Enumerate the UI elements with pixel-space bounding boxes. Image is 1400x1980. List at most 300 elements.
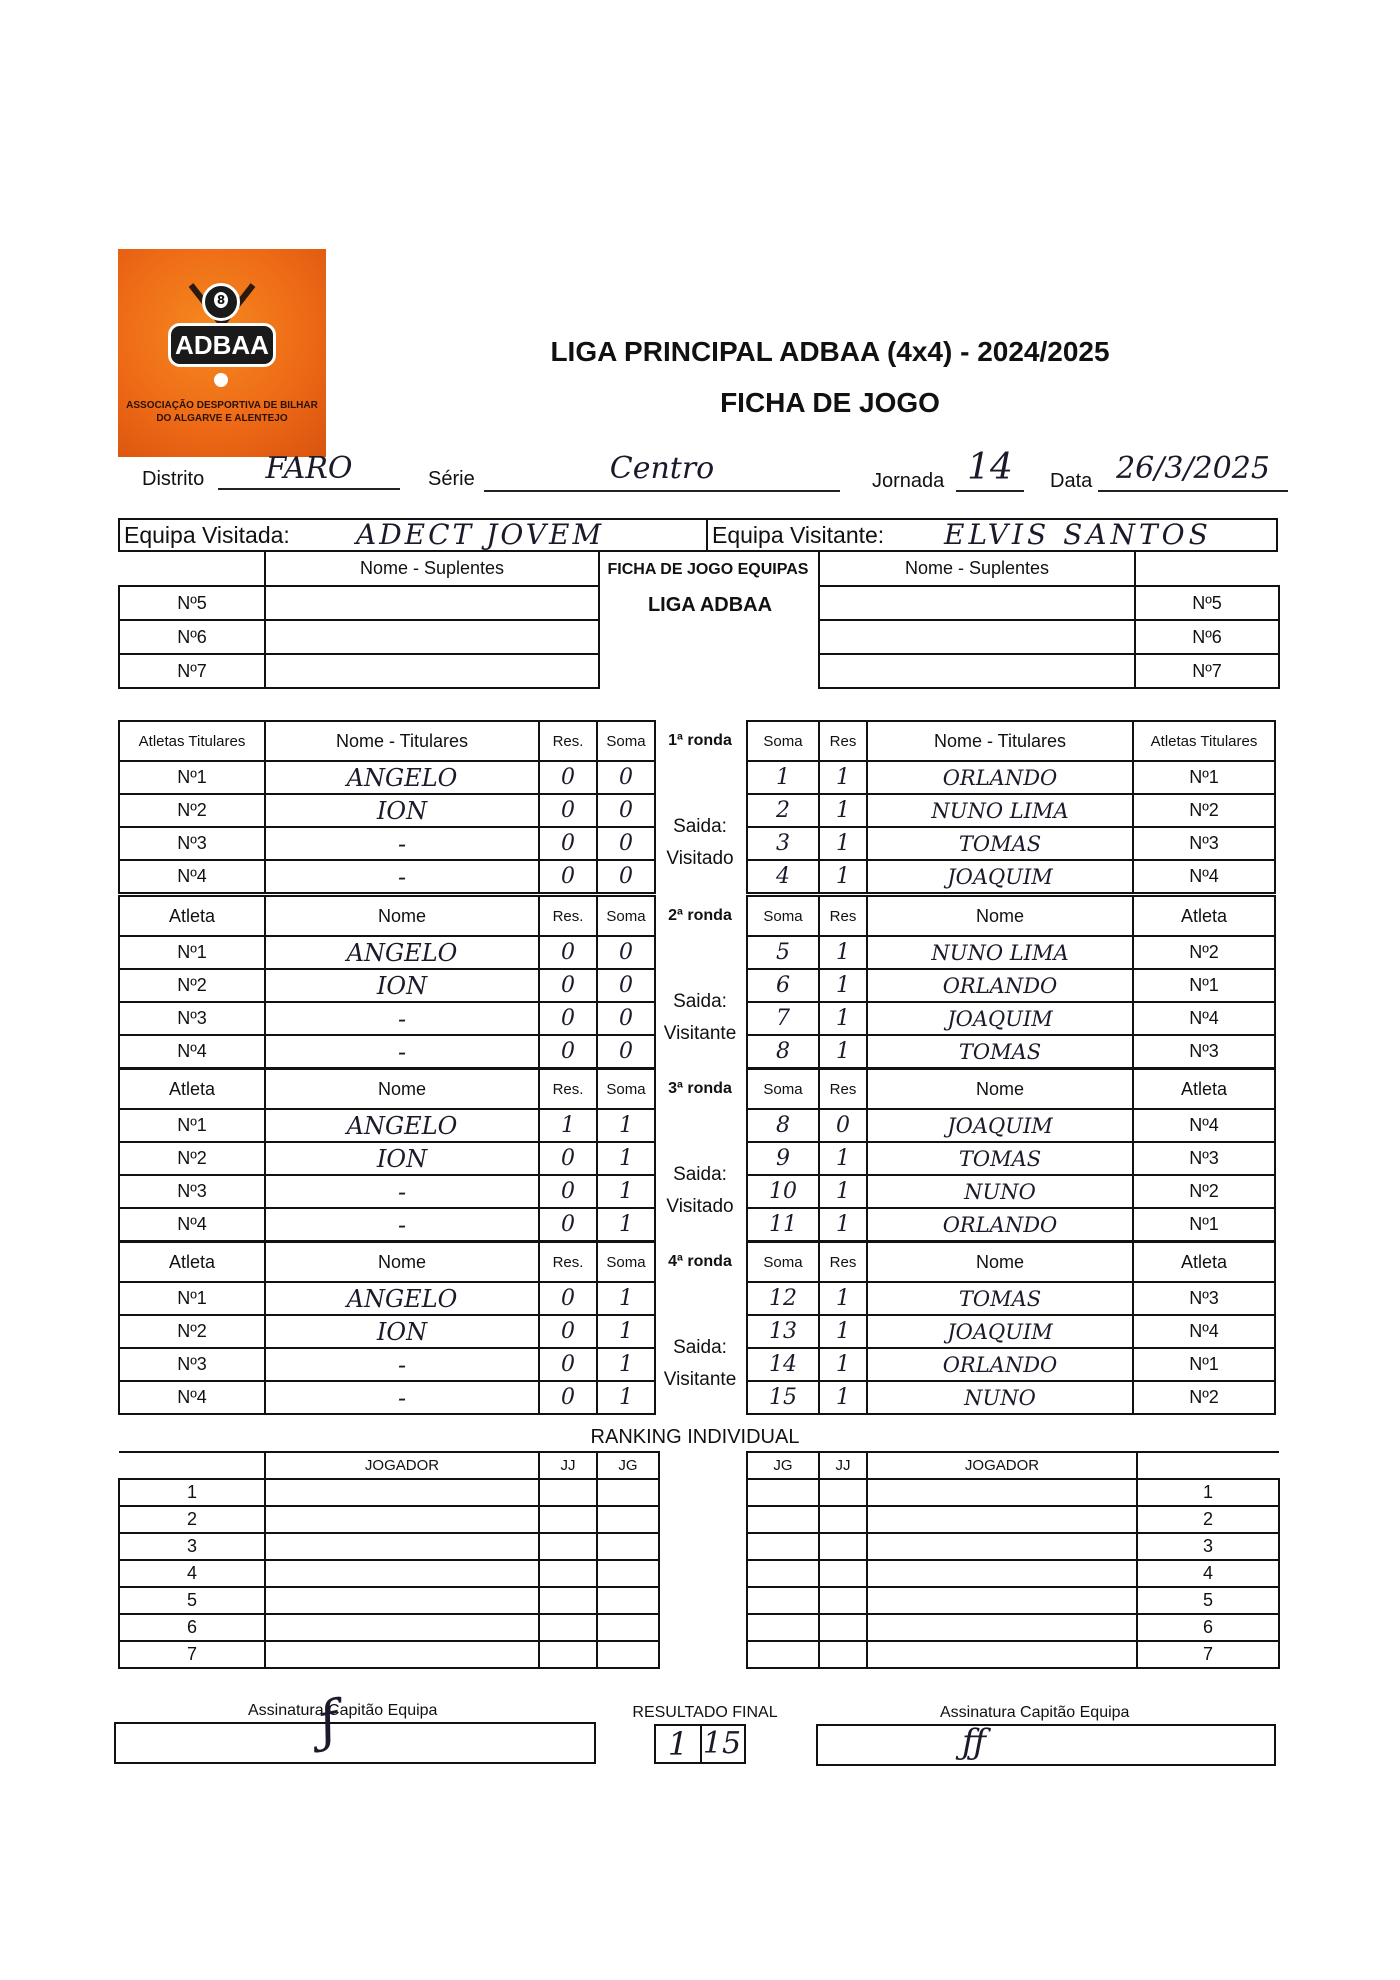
table-row bbox=[747, 1109, 1275, 1142]
away-suplente-name bbox=[819, 620, 1135, 654]
col-soma-header: Soma bbox=[597, 721, 655, 761]
player-name: JOAQUIM bbox=[867, 1315, 1133, 1348]
player-name: ORLANDO bbox=[867, 1208, 1133, 1241]
col-soma-header: Soma bbox=[747, 896, 819, 936]
away-round-table bbox=[746, 895, 1276, 1069]
ranking-corner bbox=[1137, 1452, 1279, 1479]
player-number: Nº1 bbox=[119, 1109, 265, 1142]
player-number: Nº4 bbox=[1133, 1315, 1275, 1348]
serie-value: Centro bbox=[484, 452, 840, 492]
player-sum: 0 bbox=[597, 1035, 655, 1068]
home-team-box bbox=[118, 518, 708, 552]
ranking-jg bbox=[747, 1614, 819, 1641]
ranking-player bbox=[867, 1560, 1137, 1587]
player-name: TOMAS bbox=[867, 1142, 1133, 1175]
logo-organization: ASSOCIAÇÃO DESPORTIVA DE BILHAR DO ALGARVE E ALENTEJO bbox=[126, 400, 318, 424]
page-subtitle: FICHA DE JOGO bbox=[720, 387, 940, 418]
player-result: 1 bbox=[819, 1315, 867, 1348]
col-nome-header: Nome bbox=[867, 1069, 1133, 1109]
ranking-col-jogador: JOGADOR bbox=[265, 1452, 539, 1479]
table-row bbox=[119, 1208, 655, 1241]
round-label: 4ª ronda bbox=[668, 1253, 732, 1270]
ranking-player bbox=[265, 1641, 539, 1668]
player-result: 0 bbox=[539, 1002, 597, 1035]
player-number: Nº1 bbox=[1133, 969, 1275, 1002]
ranking-player bbox=[265, 1587, 539, 1614]
col-atleta-header: Atletas Titulares bbox=[119, 721, 265, 761]
player-name: ANGELO bbox=[265, 936, 539, 969]
jornada-value: 14 bbox=[956, 448, 1024, 492]
player-name: ANGELO bbox=[265, 1282, 539, 1315]
ranking-player bbox=[867, 1506, 1137, 1533]
home-ranking-table bbox=[118, 1451, 660, 1669]
ranking-position: 6 bbox=[119, 1614, 265, 1641]
ranking-player bbox=[265, 1614, 539, 1641]
ranking-jj bbox=[539, 1533, 597, 1560]
ranking-position: 3 bbox=[119, 1533, 265, 1560]
table-row bbox=[747, 761, 1275, 794]
col-soma-header: Soma bbox=[747, 1069, 819, 1109]
away-signature-label: Assinatura Capitão Equipa bbox=[940, 1704, 1130, 1721]
table-row bbox=[119, 1614, 659, 1641]
player-number: Nº2 bbox=[119, 1142, 265, 1175]
player-result: 0 bbox=[539, 1315, 597, 1348]
player-name: NUNO LIMA bbox=[867, 936, 1133, 969]
away-suplentes-table bbox=[818, 552, 1280, 689]
ranking-corner bbox=[119, 1452, 265, 1479]
ranking-jg bbox=[747, 1506, 819, 1533]
player-name: ORLANDO bbox=[867, 1348, 1133, 1381]
table-row bbox=[119, 936, 655, 969]
player-sum: 0 bbox=[597, 1002, 655, 1035]
player-sum: 1 bbox=[597, 1142, 655, 1175]
ranking-jg bbox=[747, 1587, 819, 1614]
player-number: Nº2 bbox=[1133, 936, 1275, 969]
table-row bbox=[119, 1142, 655, 1175]
table-row bbox=[747, 1381, 1275, 1414]
col-atleta-header: Atleta bbox=[119, 1069, 265, 1109]
player-number: Nº1 bbox=[119, 1282, 265, 1315]
player-name: NUNO LIMA bbox=[867, 794, 1133, 827]
home-suplente-num: Nº7 bbox=[119, 654, 265, 688]
home-suplente-name bbox=[265, 654, 599, 688]
col-res-header: Res bbox=[819, 1242, 867, 1282]
player-result: 0 bbox=[539, 761, 597, 794]
round-label: 2ª ronda bbox=[668, 907, 732, 924]
away-ranking-table bbox=[746, 1451, 1280, 1669]
table-row bbox=[119, 1506, 659, 1533]
table-row bbox=[119, 827, 655, 860]
away-round-table bbox=[746, 720, 1276, 894]
player-result: 0 bbox=[539, 1381, 597, 1414]
table-row bbox=[747, 794, 1275, 827]
player-name: - bbox=[265, 1035, 539, 1068]
ranking-player bbox=[867, 1479, 1137, 1506]
home-round-table bbox=[118, 895, 656, 1069]
ranking-jj bbox=[819, 1479, 867, 1506]
table-row bbox=[119, 1348, 655, 1381]
player-number: Nº3 bbox=[119, 1002, 265, 1035]
ranking-position: 1 bbox=[1137, 1479, 1279, 1506]
player-name: NUNO bbox=[867, 1175, 1133, 1208]
ranking-position: 5 bbox=[1137, 1587, 1279, 1614]
home-suplente-name bbox=[265, 620, 599, 654]
ranking-jg bbox=[597, 1533, 659, 1560]
player-result: 0 bbox=[539, 1035, 597, 1068]
table-row bbox=[747, 1002, 1275, 1035]
table-row bbox=[119, 1381, 655, 1414]
table-row bbox=[119, 1641, 659, 1668]
ranking-jg bbox=[597, 1641, 659, 1668]
ranking-player bbox=[265, 1506, 539, 1533]
player-name: TOMAS bbox=[867, 1035, 1133, 1068]
player-name: NUNO bbox=[867, 1381, 1133, 1414]
ranking-position: 1 bbox=[119, 1479, 265, 1506]
ranking-jj bbox=[539, 1560, 597, 1587]
away-signature-box bbox=[816, 1724, 1276, 1766]
ranking-jj bbox=[539, 1506, 597, 1533]
col-atleta-header: Atletas Titulares bbox=[1133, 721, 1275, 761]
player-sum: 0 bbox=[597, 969, 655, 1002]
away-suplente-name bbox=[819, 586, 1135, 620]
col-res-header: Res bbox=[819, 896, 867, 936]
player-number: Nº4 bbox=[1133, 860, 1275, 893]
table-row bbox=[747, 1348, 1275, 1381]
resultado-label: RESULTADO FINAL bbox=[632, 1704, 778, 1721]
col-atleta-header: Atleta bbox=[119, 896, 265, 936]
player-result: 0 bbox=[539, 1142, 597, 1175]
player-sum: 8 bbox=[747, 1035, 819, 1068]
player-sum: 9 bbox=[747, 1142, 819, 1175]
away-team-label: Equipa Visitante: bbox=[712, 522, 885, 548]
col-nome-header: Nome bbox=[265, 1242, 539, 1282]
player-sum: 1 bbox=[597, 1315, 655, 1348]
col-atleta-header: Atleta bbox=[1133, 896, 1275, 936]
jornada-label: Jornada bbox=[872, 470, 945, 492]
ranking-col-jogador: JOGADOR bbox=[867, 1452, 1137, 1479]
player-name: JOAQUIM bbox=[867, 1002, 1133, 1035]
home-suplentes-corner bbox=[119, 552, 265, 586]
col-nome-header: Nome bbox=[265, 896, 539, 936]
col-soma-header: Soma bbox=[747, 1242, 819, 1282]
home-captain-signature: ƒ bbox=[311, 1688, 345, 1755]
player-result: 0 bbox=[539, 860, 597, 893]
player-result: 1 bbox=[819, 936, 867, 969]
page-title: LIGA PRINCIPAL ADBAA (4x4) - 2024/2025 bbox=[550, 336, 1110, 367]
player-result: 0 bbox=[539, 794, 597, 827]
player-result: 1 bbox=[819, 761, 867, 794]
saida-value: Visitado bbox=[666, 848, 734, 869]
away-suplente-num: Nº6 bbox=[1135, 620, 1279, 654]
table-row bbox=[747, 936, 1275, 969]
player-name: ION bbox=[265, 1315, 539, 1348]
player-result: 1 bbox=[819, 1348, 867, 1381]
home-round-table bbox=[118, 1068, 656, 1242]
away-captain-signature: ƒƒ bbox=[962, 1722, 987, 1762]
table-row bbox=[747, 1560, 1279, 1587]
table-row bbox=[747, 1641, 1279, 1668]
table-row bbox=[747, 1282, 1275, 1315]
player-name: ANGELO bbox=[265, 1109, 539, 1142]
ranking-jj bbox=[819, 1641, 867, 1668]
center-league-name: LIGA ADBAA bbox=[647, 594, 773, 616]
table-row bbox=[119, 761, 655, 794]
player-sum: 6 bbox=[747, 969, 819, 1002]
ranking-jg bbox=[747, 1533, 819, 1560]
ranking-position: 4 bbox=[1137, 1560, 1279, 1587]
table-row bbox=[119, 1035, 655, 1068]
player-result: 0 bbox=[539, 936, 597, 969]
player-sum: 11 bbox=[747, 1208, 819, 1241]
player-sum: 1 bbox=[597, 1175, 655, 1208]
home-round-table bbox=[118, 720, 656, 894]
ranking-jg bbox=[597, 1614, 659, 1641]
player-result: 1 bbox=[819, 794, 867, 827]
col-soma-header: Soma bbox=[597, 1069, 655, 1109]
round-label: 3ª ronda bbox=[668, 1080, 732, 1097]
player-sum: 0 bbox=[597, 761, 655, 794]
player-result: 1 bbox=[819, 1035, 867, 1068]
saida-label: Saida: bbox=[673, 991, 727, 1012]
col-res-header: Res. bbox=[539, 1069, 597, 1109]
table-row bbox=[119, 1479, 659, 1506]
player-name: ION bbox=[265, 969, 539, 1002]
player-sum: 7 bbox=[747, 1002, 819, 1035]
col-res-header: Res bbox=[819, 1069, 867, 1109]
player-sum: 4 bbox=[747, 860, 819, 893]
ranking-player bbox=[867, 1587, 1137, 1614]
ranking-position: 6 bbox=[1137, 1614, 1279, 1641]
ranking-jj bbox=[819, 1506, 867, 1533]
player-number: Nº2 bbox=[119, 969, 265, 1002]
player-name: ION bbox=[265, 794, 539, 827]
player-name: JOAQUIM bbox=[867, 860, 1133, 893]
ranking-position: 4 bbox=[119, 1560, 265, 1587]
table-row bbox=[119, 1282, 655, 1315]
player-sum: 1 bbox=[597, 1282, 655, 1315]
player-number: Nº3 bbox=[1133, 1142, 1275, 1175]
col-atleta-header: Atleta bbox=[1133, 1242, 1275, 1282]
col-res-header: Res bbox=[819, 721, 867, 761]
player-result: 0 bbox=[819, 1109, 867, 1142]
player-sum: 2 bbox=[747, 794, 819, 827]
round-label: 1ª ronda bbox=[668, 732, 732, 749]
col-res-header: Res. bbox=[539, 896, 597, 936]
player-sum: 0 bbox=[597, 794, 655, 827]
col-nome-header: Nome - Titulares bbox=[265, 721, 539, 761]
player-name: TOMAS bbox=[867, 1282, 1133, 1315]
player-result: 1 bbox=[819, 860, 867, 893]
player-sum: 13 bbox=[747, 1315, 819, 1348]
ranking-player bbox=[265, 1533, 539, 1560]
home-suplente-name bbox=[265, 586, 599, 620]
ranking-jj bbox=[539, 1641, 597, 1668]
player-number: Nº3 bbox=[1133, 827, 1275, 860]
col-atleta-header: Atleta bbox=[1133, 1069, 1275, 1109]
ranking-col-jg: JG bbox=[597, 1452, 659, 1479]
eight-ball-icon: 8 bbox=[202, 283, 240, 321]
player-sum: 1 bbox=[597, 1348, 655, 1381]
player-result: 1 bbox=[819, 1381, 867, 1414]
player-number: Nº1 bbox=[119, 936, 265, 969]
away-round-table bbox=[746, 1068, 1276, 1242]
table-row bbox=[119, 1533, 659, 1560]
ranking-col-jj: JJ bbox=[819, 1452, 867, 1479]
col-res-header: Res. bbox=[539, 1242, 597, 1282]
player-number: Nº4 bbox=[1133, 1109, 1275, 1142]
table-row bbox=[119, 1315, 655, 1348]
player-name: - bbox=[265, 1175, 539, 1208]
player-number: Nº2 bbox=[1133, 1175, 1275, 1208]
ranking-jj bbox=[819, 1614, 867, 1641]
ranking-jj bbox=[819, 1560, 867, 1587]
ranking-position: 7 bbox=[119, 1641, 265, 1668]
player-result: 0 bbox=[539, 827, 597, 860]
player-sum: 1 bbox=[597, 1109, 655, 1142]
away-suplentes-corner bbox=[1135, 552, 1279, 586]
player-sum: 1 bbox=[597, 1208, 655, 1241]
player-name: - bbox=[265, 1381, 539, 1414]
col-soma-header: Soma bbox=[597, 896, 655, 936]
player-number: Nº2 bbox=[1133, 794, 1275, 827]
player-result: 0 bbox=[539, 969, 597, 1002]
player-name: TOMAS bbox=[867, 827, 1133, 860]
ranking-title: RANKING INDIVIDUAL bbox=[590, 1426, 800, 1448]
table-row bbox=[747, 1175, 1275, 1208]
table-row bbox=[119, 1587, 659, 1614]
player-number: Nº3 bbox=[1133, 1035, 1275, 1068]
player-name: ANGELO bbox=[265, 761, 539, 794]
ranking-position: 2 bbox=[1137, 1506, 1279, 1533]
table-row bbox=[119, 969, 655, 1002]
col-soma-header: Soma bbox=[747, 721, 819, 761]
player-number: Nº3 bbox=[1133, 1282, 1275, 1315]
player-number: Nº2 bbox=[119, 1315, 265, 1348]
saida-value: Visitante bbox=[663, 1023, 737, 1044]
away-suplente-num: Nº5 bbox=[1135, 586, 1279, 620]
ranking-jg bbox=[597, 1506, 659, 1533]
table-row bbox=[747, 1587, 1279, 1614]
player-number: Nº3 bbox=[119, 1348, 265, 1381]
player-number: Nº1 bbox=[119, 761, 265, 794]
player-name: ION bbox=[265, 1142, 539, 1175]
ranking-position: 2 bbox=[119, 1506, 265, 1533]
player-result: 1 bbox=[819, 969, 867, 1002]
player-result: 0 bbox=[539, 1208, 597, 1241]
table-row bbox=[119, 794, 655, 827]
ranking-player bbox=[265, 1560, 539, 1587]
player-result: 1 bbox=[819, 1002, 867, 1035]
player-sum: 1 bbox=[747, 761, 819, 794]
player-number: Nº3 bbox=[119, 827, 265, 860]
ranking-jj bbox=[819, 1533, 867, 1560]
home-suplente-num: Nº6 bbox=[119, 620, 265, 654]
player-sum: 0 bbox=[597, 860, 655, 893]
ranking-player bbox=[867, 1614, 1137, 1641]
away-team-value: ELVIS SANTOS bbox=[944, 518, 1212, 551]
away-suplente-name bbox=[819, 654, 1135, 688]
ranking-player bbox=[265, 1479, 539, 1506]
ranking-jj bbox=[819, 1587, 867, 1614]
table-row bbox=[119, 860, 655, 893]
table-row bbox=[747, 1506, 1279, 1533]
saida-label: Saida: bbox=[673, 1164, 727, 1185]
score-home: 1 bbox=[656, 1726, 702, 1762]
logo-name: ADBAA bbox=[168, 323, 276, 367]
ranking-position: 3 bbox=[1137, 1533, 1279, 1560]
saida-value: Visitado bbox=[666, 1196, 734, 1217]
ranking-jg bbox=[747, 1479, 819, 1506]
table-row bbox=[119, 1109, 655, 1142]
player-sum: 8 bbox=[747, 1109, 819, 1142]
home-team-label: Equipa Visitada: bbox=[124, 522, 290, 548]
table-row bbox=[747, 827, 1275, 860]
player-result: 0 bbox=[539, 1282, 597, 1315]
table-row bbox=[747, 1479, 1279, 1506]
player-sum: 15 bbox=[747, 1381, 819, 1414]
col-soma-header: Soma bbox=[597, 1242, 655, 1282]
ranking-jj bbox=[539, 1587, 597, 1614]
col-nome-header: Nome - Titulares bbox=[867, 721, 1133, 761]
distrito-value: FARO bbox=[218, 452, 400, 490]
player-name: ORLANDO bbox=[867, 761, 1133, 794]
table-row bbox=[747, 1533, 1279, 1560]
player-result: 1 bbox=[539, 1109, 597, 1142]
player-result: 1 bbox=[819, 1175, 867, 1208]
serie-label: Série bbox=[428, 468, 475, 490]
player-number: Nº4 bbox=[119, 1208, 265, 1241]
player-number: Nº4 bbox=[119, 1035, 265, 1068]
col-nome-header: Nome bbox=[867, 896, 1133, 936]
adbaa-logo bbox=[118, 249, 326, 457]
player-name: - bbox=[265, 860, 539, 893]
ranking-player bbox=[867, 1641, 1137, 1668]
ranking-player bbox=[867, 1533, 1137, 1560]
player-number: Nº4 bbox=[1133, 1002, 1275, 1035]
player-number: Nº1 bbox=[1133, 1208, 1275, 1241]
ranking-jg bbox=[597, 1479, 659, 1506]
col-nome-header: Nome bbox=[867, 1242, 1133, 1282]
player-number: Nº4 bbox=[119, 860, 265, 893]
player-name: JOAQUIM bbox=[867, 1109, 1133, 1142]
data-value: 26/3/2025 bbox=[1098, 450, 1288, 492]
col-res-header: Res. bbox=[539, 721, 597, 761]
player-name: - bbox=[265, 1348, 539, 1381]
ranking-jj bbox=[539, 1614, 597, 1641]
player-result: 0 bbox=[539, 1175, 597, 1208]
table-row bbox=[119, 1002, 655, 1035]
home-round-table bbox=[118, 1241, 656, 1415]
player-sum: 0 bbox=[597, 827, 655, 860]
home-signature-box bbox=[114, 1722, 596, 1764]
table-row bbox=[747, 969, 1275, 1002]
home-signature-label: Assinatura Capitão Equipa bbox=[248, 1702, 438, 1719]
table-row bbox=[747, 860, 1275, 893]
center-form-title: FICHA DE JOGO EQUIPAS bbox=[607, 561, 809, 578]
saida-label: Saida: bbox=[673, 816, 727, 837]
player-result: 1 bbox=[819, 827, 867, 860]
player-name: - bbox=[265, 1002, 539, 1035]
player-name: ORLANDO bbox=[867, 969, 1133, 1002]
home-suplentes-header: Nome - Suplentes bbox=[265, 552, 599, 586]
player-number: Nº4 bbox=[119, 1381, 265, 1414]
player-sum: 3 bbox=[747, 827, 819, 860]
player-number: Nº2 bbox=[1133, 1381, 1275, 1414]
player-sum: 12 bbox=[747, 1282, 819, 1315]
table-row bbox=[747, 1142, 1275, 1175]
table-row bbox=[747, 1035, 1275, 1068]
away-suplente-num: Nº7 bbox=[1135, 654, 1279, 688]
